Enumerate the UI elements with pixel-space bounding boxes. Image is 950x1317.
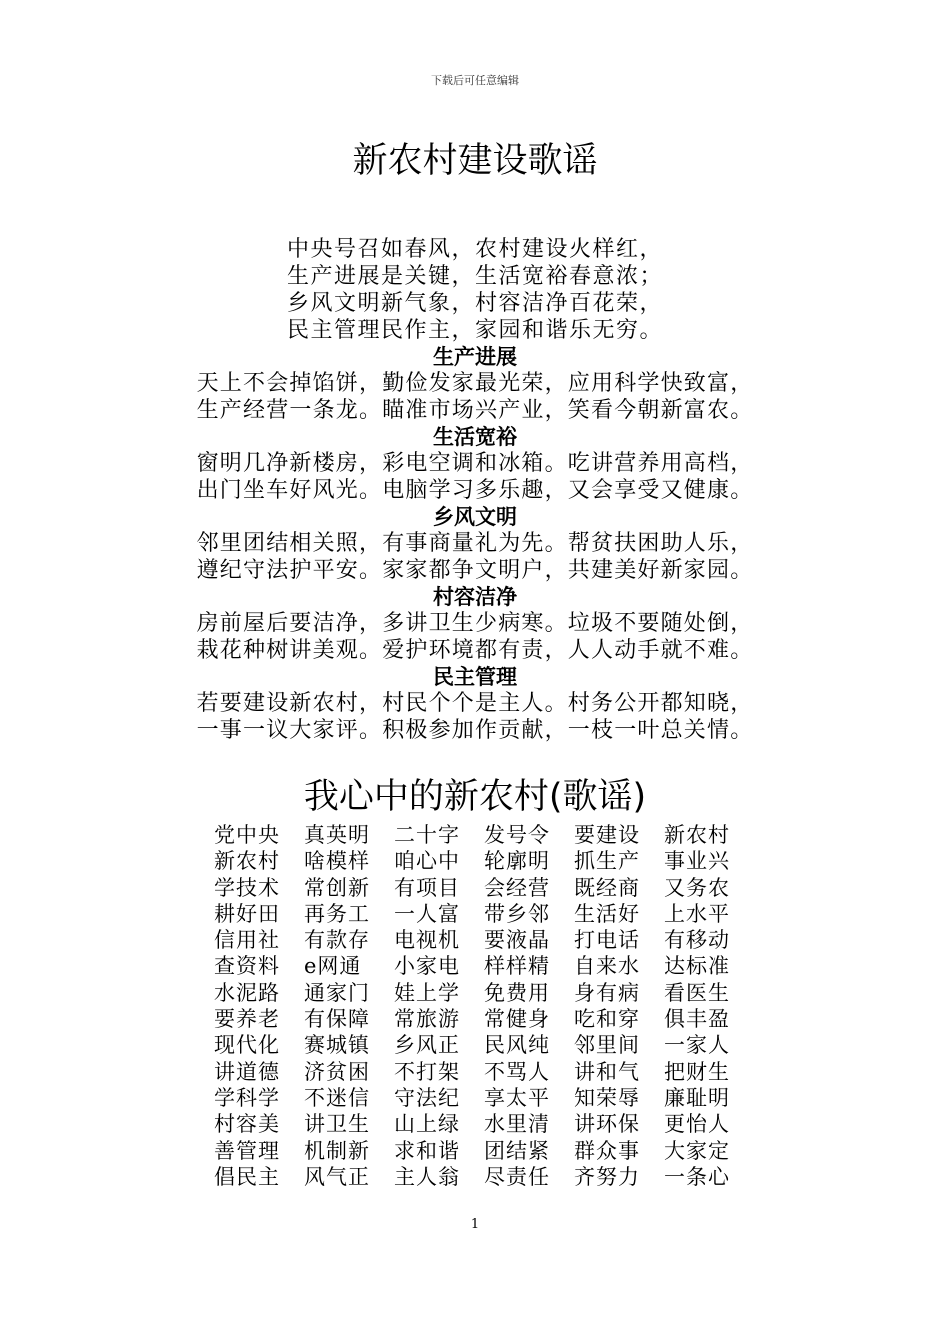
- verse-phrase: 咱心中: [394, 849, 460, 874]
- verse-phrase: 济贫困: [304, 1059, 370, 1084]
- verse-row: [214, 927, 754, 953]
- verse-row: [214, 848, 754, 874]
- verse-phrase: 倡民主: [214, 1164, 280, 1189]
- page-header: 下载后可任意编辑: [431, 74, 519, 87]
- verse-phrase: 小家电: [394, 954, 460, 979]
- verse-phrase: 知荣辱: [574, 1085, 640, 1110]
- verse-phrase: 一家人: [664, 1033, 730, 1058]
- verse-phrase: 要液晶: [484, 928, 550, 953]
- verse-row: [214, 1006, 754, 1032]
- verse-row: [214, 1138, 754, 1164]
- verse-phrase: 啥模样: [304, 849, 370, 874]
- verse-phrase: 尽责任: [484, 1164, 550, 1189]
- section-line: 天上不会掉馅饼，勤俭发家最光荣，应用科学快致富，: [196, 371, 754, 396]
- verse-phrase: 群众事: [574, 1138, 640, 1163]
- intro-line: 中央号召如春风，农村建设火样红，: [286, 237, 663, 262]
- intro-line: 民主管理民作主，家园和谐乐无穷。: [286, 318, 663, 343]
- section-line: 出门坐车好风光。电脑学习多乐趣，又会享受又健康。: [196, 478, 754, 503]
- section-line: 遵纪守法护平安。家家都争文明户，共建美好新家园。: [196, 558, 754, 583]
- verse-phrase: 又务农: [664, 875, 730, 900]
- section-line: 生产经营一条龙。瞄准市场兴产业，笑看今朝新富农。: [196, 398, 754, 423]
- section-cleanliness: [0, 584, 950, 664]
- verse-phrase: 查资料: [214, 954, 280, 979]
- second-title: 我心中的新农村(歌谣): [303, 777, 647, 817]
- verse-row: [214, 822, 754, 848]
- verse-phrase: 团结紧: [484, 1138, 550, 1163]
- verse-phrase: 民风纯: [484, 1033, 550, 1058]
- verse-phrase: 讲和气: [574, 1059, 640, 1084]
- verse-phrase: 抓生产: [574, 849, 640, 874]
- verse-phrase: 学科学: [214, 1085, 280, 1110]
- verse-phrase: 二十字: [394, 823, 460, 847]
- intro-line: 乡风文明新气象，村容洁净百花荣，: [286, 291, 663, 316]
- verse-phrase: 不骂人: [484, 1059, 550, 1084]
- intro-stanza: [0, 236, 950, 344]
- section-heading: 村容洁净: [433, 585, 517, 609]
- verse-phrase: 信用社: [214, 928, 280, 953]
- verse-phrase: 吃和穿: [574, 1007, 640, 1032]
- verse-phrase: 要建设: [574, 823, 640, 847]
- section-life: [0, 424, 950, 504]
- section-line: 窗明几净新楼房，彩电空调和冰箱。吃讲营养用高档，: [196, 451, 754, 476]
- verse-phrase: 新农村: [664, 823, 730, 847]
- verse-phrase: 真英明: [304, 823, 370, 847]
- verse-phrase: 身有病: [574, 980, 640, 1005]
- verse-phrase: 廉耻明: [664, 1085, 730, 1110]
- verse-phrase: 风气正: [304, 1164, 370, 1189]
- verse-phrase: 学技术: [214, 875, 280, 900]
- verse-phrase: 会经营: [484, 875, 550, 900]
- verse-phrase: 乡风正: [394, 1033, 460, 1058]
- document-title: 新农村建设歌谣: [352, 141, 598, 181]
- verse-phrase: 求和谐: [394, 1138, 460, 1163]
- verse-phrase: 一人富: [394, 901, 460, 926]
- verse-phrase: 赛城镇: [304, 1033, 370, 1058]
- verse-row: [214, 1111, 754, 1137]
- verse-row: [214, 875, 754, 901]
- verse-row: [214, 1164, 754, 1190]
- verse-phrase: 娃上学: [394, 980, 460, 1005]
- verse-phrase: 党中央: [214, 823, 280, 847]
- verse-phrase: 常创新: [304, 875, 370, 900]
- verse-phrase: 生活好: [574, 901, 640, 926]
- verse-phrase: 有保障: [304, 1007, 370, 1032]
- verse-phrase: 有项目: [394, 875, 460, 900]
- section-line: 一事一议大家评。积极参加作贡献，一枝一叶总关情。: [196, 718, 754, 743]
- verse-phrase: 轮廓明: [484, 849, 550, 874]
- verse-phrase: 要养老: [214, 1007, 280, 1032]
- section-line: 若要建设新农村，村民个个是主人。村务公开都知晓，: [196, 691, 754, 716]
- verse-phrase: 有款存: [304, 928, 370, 953]
- section-heading: 生活宽裕: [433, 425, 517, 449]
- verse-phrase: 带乡邻: [484, 901, 550, 926]
- section-heading: 乡风文明: [433, 505, 517, 529]
- section-line: 邻里团结相关照，有事商量礼为先。帮贫扶困助人乐，: [196, 531, 754, 556]
- verse-phrase: 俱丰盈: [664, 1007, 730, 1032]
- verse-phrase: 自来水: [574, 954, 640, 979]
- verse-phrase: 讲道德: [214, 1059, 280, 1084]
- verse-phrase: 看医生: [664, 980, 730, 1005]
- verse-phrase: 水泥路: [214, 980, 280, 1005]
- section-line: 栽花种树讲美观。爱护环境都有责，人人动手就不难。: [196, 638, 754, 663]
- verse-phrase: 一条心: [664, 1164, 730, 1189]
- section-heading: 生产进展: [433, 345, 517, 369]
- intro-line: 生产进展是关键，生活宽裕春意浓；: [286, 264, 663, 289]
- verse-phrase: 主人翁: [394, 1164, 460, 1189]
- page-number: 1: [470, 1217, 480, 1232]
- verse-phrase: 通家门: [304, 980, 370, 1005]
- verse-phrase: 发号令: [484, 823, 550, 847]
- verse-phrase: 上水平: [664, 901, 730, 926]
- verse-phrase: 不打架: [394, 1059, 460, 1084]
- verse-phrase: 免费用: [484, 980, 550, 1005]
- verse-phrase: 耕好田: [214, 901, 280, 926]
- section-heading: 民主管理: [433, 665, 517, 689]
- verse-phrase: 齐努力: [574, 1164, 640, 1189]
- song-sections: [0, 344, 950, 744]
- verse-phrase: 享太平: [484, 1085, 550, 1110]
- verse-row: [214, 1059, 754, 1085]
- verse-phrase: 讲卫生: [304, 1112, 370, 1137]
- verse-phrase: 守法纪: [394, 1085, 460, 1110]
- verse-phrase: 大家定: [664, 1138, 730, 1163]
- verse-phrase: 打电话: [574, 928, 640, 953]
- verse-phrase: 新农村: [214, 849, 280, 874]
- section-civility: [0, 504, 950, 584]
- verse-row: [214, 1032, 754, 1058]
- verse-phrase: 村容美: [214, 1112, 280, 1137]
- verse-phrase: 水里清: [484, 1112, 550, 1137]
- verse-row: [214, 1085, 754, 1111]
- verse-phrase: 常旅游: [394, 1007, 460, 1032]
- verse-phrase: 讲环保: [574, 1112, 640, 1137]
- verse-phrase: e网通: [304, 954, 362, 979]
- verse-phrase: 更怡人: [664, 1112, 730, 1137]
- verse-row: [214, 953, 754, 979]
- verse-phrase: 电视机: [394, 928, 460, 953]
- section-production: [0, 344, 950, 424]
- verse-phrase: 机制新: [304, 1138, 370, 1163]
- verse-phrase: 现代化: [214, 1033, 280, 1058]
- verse-phrase: 达标准: [664, 954, 730, 979]
- verse-phrase: 善管理: [214, 1138, 280, 1163]
- verse-phrase: 常健身: [484, 1007, 550, 1032]
- verse-phrase: 事业兴: [664, 849, 730, 874]
- verse-phrase: 样样精: [484, 954, 550, 979]
- section-democracy: [0, 664, 950, 744]
- verse-phrase: 不迷信: [304, 1085, 370, 1110]
- verse-phrase: 再务工: [304, 901, 370, 926]
- section-line: 房前屋后要洁净，多讲卫生少病寒。垃圾不要随处倒，: [196, 611, 754, 636]
- verse-row: [214, 980, 754, 1006]
- verse-phrase: 有移动: [664, 928, 730, 953]
- verse-phrase: 把财生: [664, 1059, 730, 1084]
- verse-phrase: 邻里间: [574, 1033, 640, 1058]
- verse-row: [214, 901, 754, 927]
- verse-phrase: 山上绿: [394, 1112, 460, 1137]
- verse-phrase: 既经商: [574, 875, 640, 900]
- verse-grid: [214, 822, 754, 1190]
